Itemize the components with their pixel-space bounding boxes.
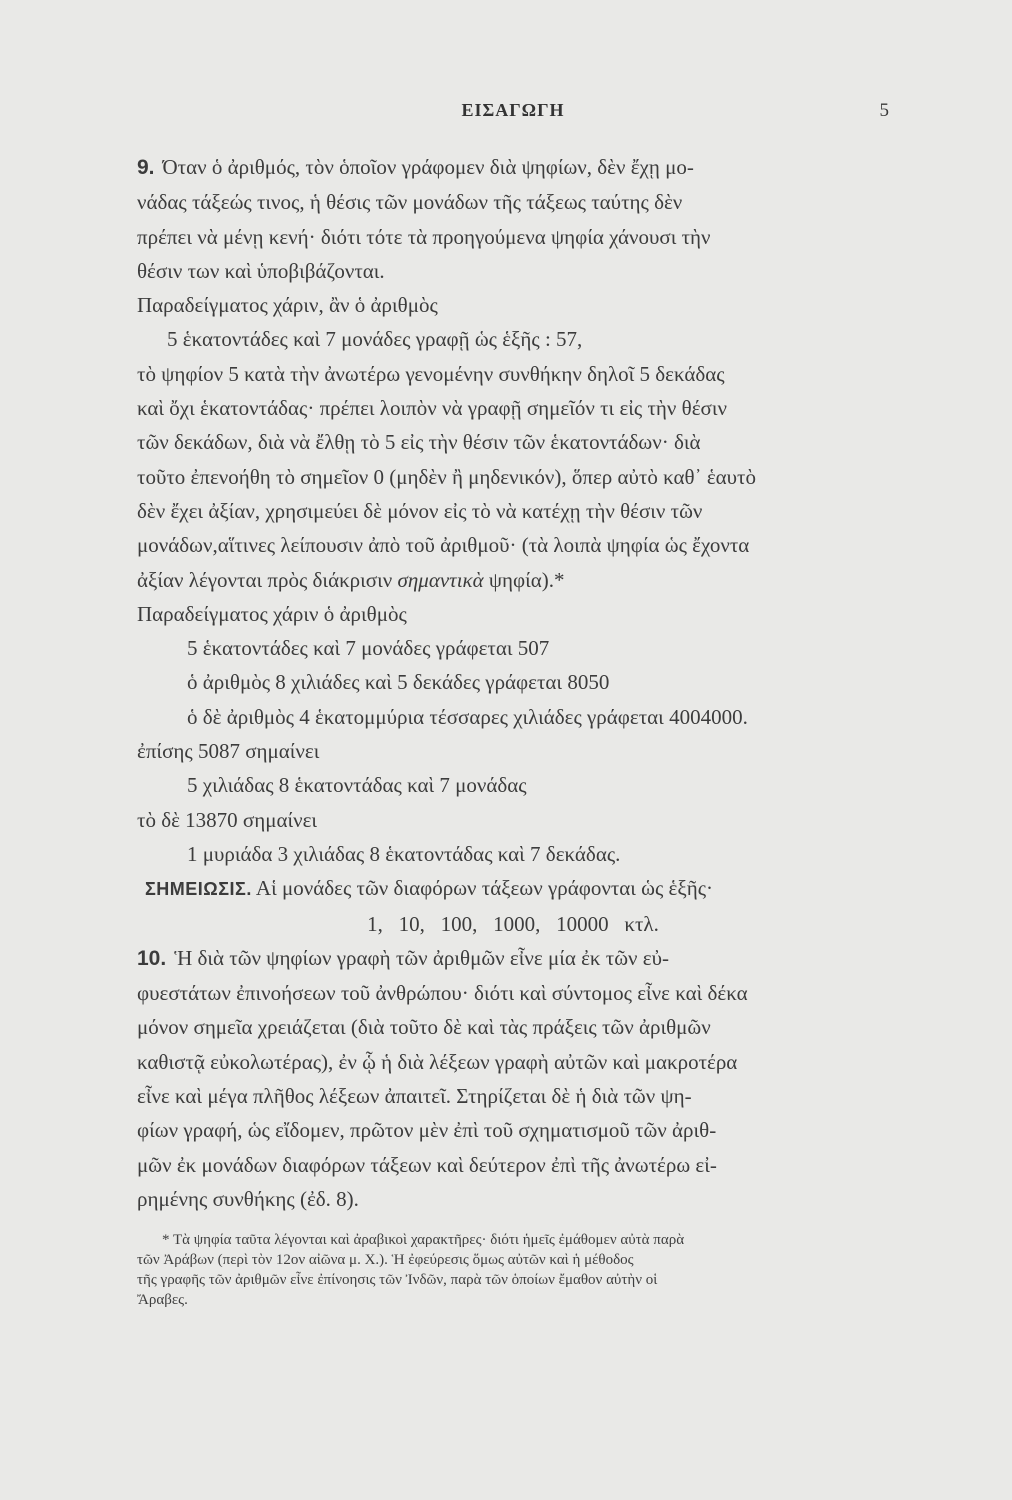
section-9-paragraph: [137, 150, 889, 288]
paragraph-line: θέσιν των καὶ ὑποβιβάζονται.: [137, 258, 385, 283]
paragraph-line: πρέπει νὰ μένῃ κενή· διότι τότε τὰ προηγούμενα ψηφία χάνουσι τὴν: [137, 224, 711, 249]
example-item: 5 ἑκατοντάδες καὶ 7 μονάδες γράφεται 507: [187, 636, 550, 661]
emphasis-term: σημαντικὰ: [397, 567, 484, 592]
footnote: [137, 1230, 889, 1310]
footnote-line: τῶν Ἀράβων (περὶ τὸν 12ον αἰῶνα μ. Χ.). Ἡ ἐφεύρεσις ὅμως αὐτῶν καὶ ἡ μέθοδος: [137, 1252, 634, 1269]
likewise-line: ἐπίσης 5087 σημαίνει: [137, 739, 320, 764]
paragraph-line: μῶν ἐκ μονάδων διαφόρων τάξεων καὶ δεύτερον ἐπὶ τῆς ἀνωτέρω εἰ-: [137, 1152, 717, 1177]
paragraph-line: φυεστάτων ἐπινοήσεων τοῦ ἀνθρώπου· διότι καὶ σύντομος εἶνε καὶ δέκα: [137, 981, 748, 1006]
footnote-line: * Τὰ ψηφία ταῦτα λέγονται καὶ ἀραβικοὶ χαρακτῆρες· διότι ἡμεῖς ἐμάθομεν αὐτὰ παρὰ: [162, 1232, 685, 1249]
example-intro: Παραδείγματος χάριν, ἂν ὁ ἀριθμὸς: [137, 293, 438, 318]
paragraph-line: φίων γραφή, ὡς εἴδομεν, πρῶτον μὲν ἐπὶ τοῦ σχηματισμοῦ τῶν ἀριθ-: [137, 1118, 717, 1143]
paragraph-line: τῶν δεκάδων, διὰ νὰ ἔλθῃ τὸ 5 εἰς τὴν θέσιν τῶν ἑκατοντάδων· διὰ: [137, 430, 701, 455]
paragraph-line: ἀξίαν λέγονται πρὸς διάκρισιν σημαντικὰ ψηφία).*: [137, 567, 565, 592]
paragraph-line: μόνον σημεῖα χρειάζεται (διὰ τοῦτο δὲ καὶ τὰς πράξεις τῶν ἀριθμῶν: [137, 1015, 711, 1040]
running-header: [137, 100, 889, 130]
note-text: Αἱ μονάδες τῶν διαφόρων τάξεων γράφονται ὡς ἑξῆς·: [251, 876, 714, 901]
paragraph-line: καὶ ὄχι ἑκατοντάδας· πρέπει λοιπὸν νὰ γραφῇ σημεῖόν τι εἰς τὴν θέσιν: [137, 396, 727, 421]
note-label: ΣΗΜΕΙΩΣΙΣ.: [145, 879, 252, 900]
example-item: ὁ ἀριθμὸς 8 χιλιάδες καὶ 5 δεκάδες γράφεται 8050: [187, 670, 610, 695]
section-10-paragraph: [137, 941, 889, 1216]
book-page: [137, 100, 889, 1310]
likewise-value: 5 χιλιάδας 8 ἑκατοντάδας καὶ 7 μονάδας: [187, 773, 527, 798]
footnote-line: Ἄραβες.: [137, 1292, 188, 1309]
section-number: 9.: [137, 156, 155, 179]
example-item: ὁ δὲ ἀριθμὸς 4 ἑκατομμύρια τέσσαρες χιλιάδες γράφεται 4004000.: [187, 704, 748, 729]
note-series: 1, 10, 100, 1000, 10000 κτλ.: [367, 911, 659, 936]
explanation-paragraph: [137, 357, 889, 597]
paragraph-line: μονάδων,αἵτινες λείπουσιν ἀπὸ τοῦ ἀριθμοῦ· (τὰ λοιπὰ ψηφία ὡς ἔχοντα: [137, 533, 750, 558]
paragraph-line: καθιστᾷ εὐκολωτέρας), ἐν ᾧ ἡ διὰ λέξεων γραφὴ αὐτῶν καὶ μακροτέρα: [137, 1049, 738, 1074]
page-title: ΕΙΣΑΓΩΓΗ: [461, 100, 565, 120]
page-number: 5: [879, 100, 889, 121]
paragraph-line: νάδας τάξεώς τινος, ἡ θέσις τῶν μονάδων τῆς τάξεως ταύτης δὲν: [137, 190, 683, 215]
example2-intro: Παραδείγματος χάριν ὁ ἀριθμὸς: [137, 601, 407, 626]
paragraph-line: τὸ ψηφίον 5 κατὰ τὴν ἀνωτέρω γενομένην συνθήκην δηλοῖ 5 δεκάδας: [137, 361, 725, 386]
paragraph-line: ρημένης συνθήκης (ἐδ. 8).: [137, 1186, 359, 1211]
page-body: [137, 150, 889, 1310]
also-value: 1 μυριάδα 3 χιλιάδας 8 ἑκατοντάδας καὶ 7 δεκάδας.: [187, 841, 621, 866]
paragraph-line: εἶνε καὶ μέγα πλῆθος λέξεων ἀπαιτεῖ. Στηρίζεται δὲ ἡ διὰ τῶν ψη-: [137, 1084, 692, 1109]
paragraph-line: 9. Όταν ὁ ἀριθμός, τὸν ὁποῖον γράφομεν διὰ ψηφίων, δὲν ἔχῃ μο-: [137, 155, 694, 179]
section-number: 10.: [137, 946, 167, 970]
also-line: τὸ δὲ 13870 σημαίνει: [137, 807, 318, 832]
paragraph-line: 10. Ἡ διὰ τῶν ψηφίων γραφὴ τῶν ἀριθμῶν εἶνε μία ἐκ τῶν εὐ-: [137, 945, 669, 970]
note-line: [137, 871, 889, 906]
paragraph-line: τοῦτο ἐπενοήθη τὸ σημεῖον 0 (μηδὲν ἢ μηδενικόν), ὅπερ αὐτὸ καθ᾽ ἑαυτὸ: [137, 464, 756, 489]
footnote-line: τῆς γραφῆς τῶν ἀριθμῶν εἶνε ἐπίνοησις τῶν Ἰνδῶν, παρὰ τῶν ὁποίων ἔμαθον αὐτὴν οἱ: [137, 1272, 658, 1289]
paragraph-line: δὲν ἔχει ἀξίαν, χρησιμεύει δὲ μόνον εἰς τὸ νὰ κατέχῃ τὴν θέσιν τῶν: [137, 498, 703, 523]
example-line: 5 ἑκατοντάδες καὶ 7 μονάδες γραφῇ ὡς ἑξῆς : 57,: [167, 327, 583, 352]
